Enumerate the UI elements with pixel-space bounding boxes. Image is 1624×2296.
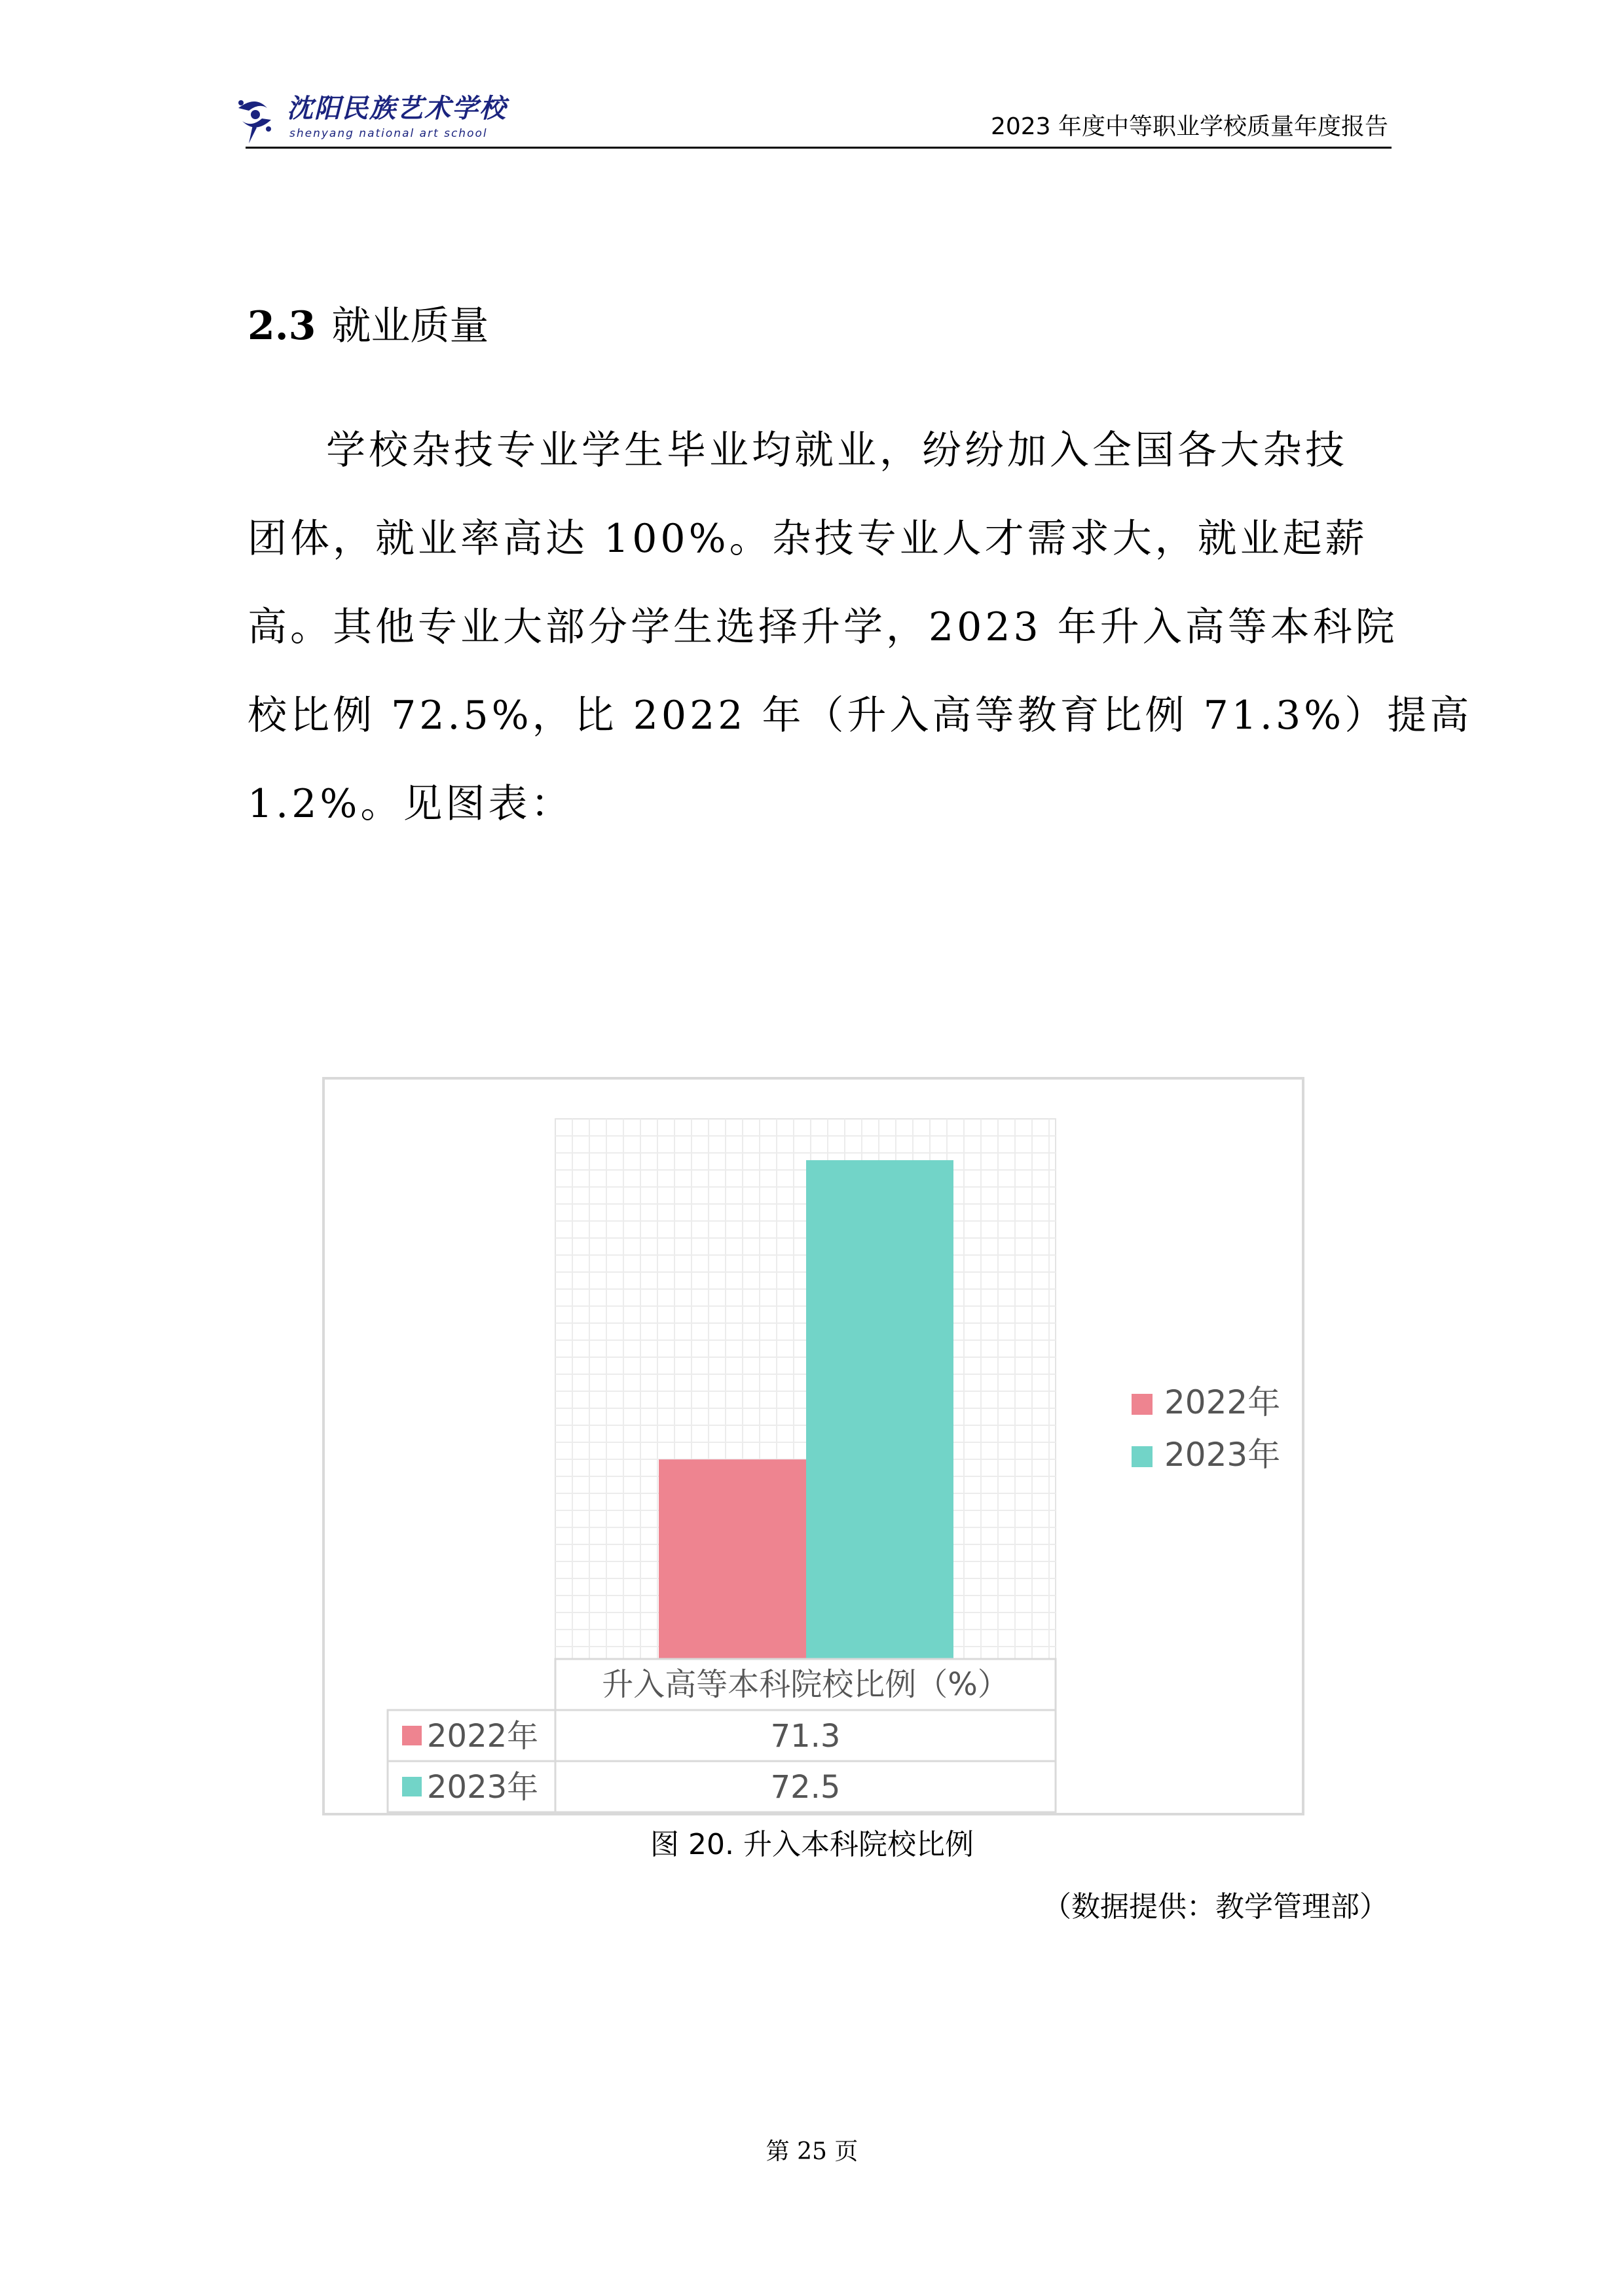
table-legend-swatch (402, 1777, 422, 1796)
table-legend-swatch (402, 1726, 422, 1745)
legend-swatch (1132, 1446, 1153, 1467)
legend-label: 2023年 (1164, 1436, 1281, 1474)
section-heading (248, 300, 489, 352)
section-title: 就业质量 (331, 303, 489, 349)
legend-label: 2022年 (1164, 1383, 1281, 1421)
paragraph-line: 学校杂技专业学生毕业均就业，纷纷加入全国各大杂技 (326, 428, 1348, 473)
section-number: 2.3 (248, 303, 316, 349)
table-row-value: 72.5 (770, 1769, 841, 1806)
chart-container (322, 1077, 1304, 1815)
logo-subtext: shenyang national art school (289, 127, 488, 140)
data-source-note: （数据提供：教学管理部） (1043, 1890, 1388, 1923)
bar-chart (325, 1080, 1302, 1813)
header-divider (246, 147, 1392, 149)
table-row-label: 2023年 (427, 1769, 539, 1806)
header-title: 2023 年度中等职业学校质量年度报告 (990, 113, 1388, 140)
paragraph-line: 高。其他专业大部分学生选择升学，2023 年升入高等本科院 (248, 604, 1398, 650)
page-number: 第 25 页 (766, 2138, 858, 2165)
bar-2023年 (806, 1160, 953, 1659)
legend-swatch (1132, 1394, 1153, 1415)
table-row-value: 71.3 (770, 1718, 841, 1755)
logo-text: 沈阳民族艺术学校 (287, 93, 507, 124)
figure-caption: 图 20. 升入本科院校比例 (650, 1828, 974, 1861)
bar-2022年 (659, 1459, 806, 1659)
paragraph-line: 校比例 72.5%，比 2022 年（升入高等教育比例 71.3%）提高 (248, 693, 1473, 738)
table-header: 升入高等本科院校比例（%） (602, 1666, 1009, 1703)
school-logo (229, 88, 507, 151)
paragraph-line: 1.2%。见图表： (248, 781, 574, 827)
table-row-label: 2022年 (427, 1718, 539, 1755)
paragraph-line: 团体，就业率高达 100%。杂技专业人才需求大，就业起薪 (248, 516, 1368, 562)
